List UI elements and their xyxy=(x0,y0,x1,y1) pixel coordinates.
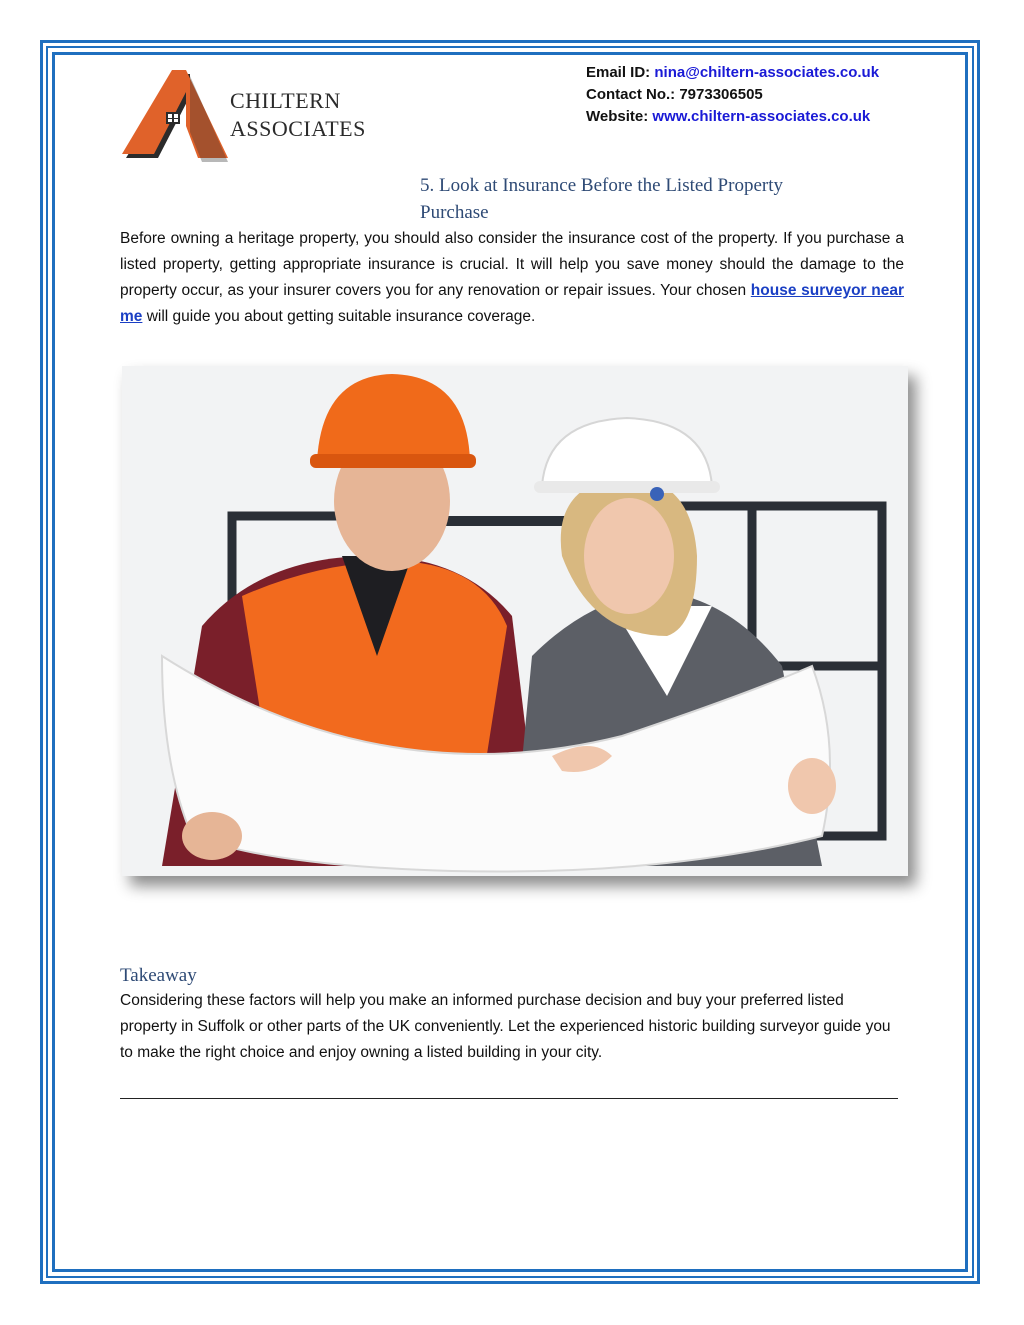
company-logo xyxy=(118,66,398,186)
house-surveyor-link[interactable]: house surveyor near me xyxy=(120,282,904,325)
surveyors-photo xyxy=(122,366,908,876)
website-label: Website: xyxy=(586,108,649,125)
takeaway-paragraph: Considering these factors will help you make an informed purchase decision and buy your preferred listed property in Suffolk or other parts of the UK conveniently. Let the experienced historic building surveyor guide you to make the right choice and enjoy owning a listed building in your city. xyxy=(120,992,891,1061)
horizontal-rule xyxy=(120,1098,898,1099)
section-5-paragraph xyxy=(120,226,904,330)
contact-block xyxy=(586,62,879,128)
logo-text-line1: CHILTERN xyxy=(230,88,341,113)
phone-row xyxy=(586,84,879,106)
surveyors-photo-illustration xyxy=(122,366,908,876)
website-row xyxy=(586,106,879,128)
section-5-text-end: will guide you about getting suitable insurance coverage. xyxy=(142,308,536,325)
logo-a-icon xyxy=(118,66,228,176)
email-row xyxy=(586,62,879,84)
email-link[interactable]: nina@chiltern-associates.co.uk xyxy=(654,64,880,81)
section-5-heading: 5. Look at Insurance Before the Listed Property Purchase xyxy=(420,175,783,223)
website-link[interactable]: www.chiltern-associates.co.uk xyxy=(652,108,871,125)
section-5-text-start: Before owning a heritage property, you should also consider the insurance cost of the property. If you purchase a listed property, getting appropriate insurance is crucial. It will help you save money should the damage to the property occur, as your insurer covers you for any renovation or repair issues. Your chosen xyxy=(120,230,904,299)
phone-label: Contact No.: xyxy=(586,86,676,103)
phone-value: 7973306505 xyxy=(679,86,763,103)
email-label: Email ID: xyxy=(586,64,651,81)
logo-text-line2: ASSOCIATES xyxy=(230,116,366,141)
takeaway-heading: Takeaway xyxy=(120,965,197,986)
